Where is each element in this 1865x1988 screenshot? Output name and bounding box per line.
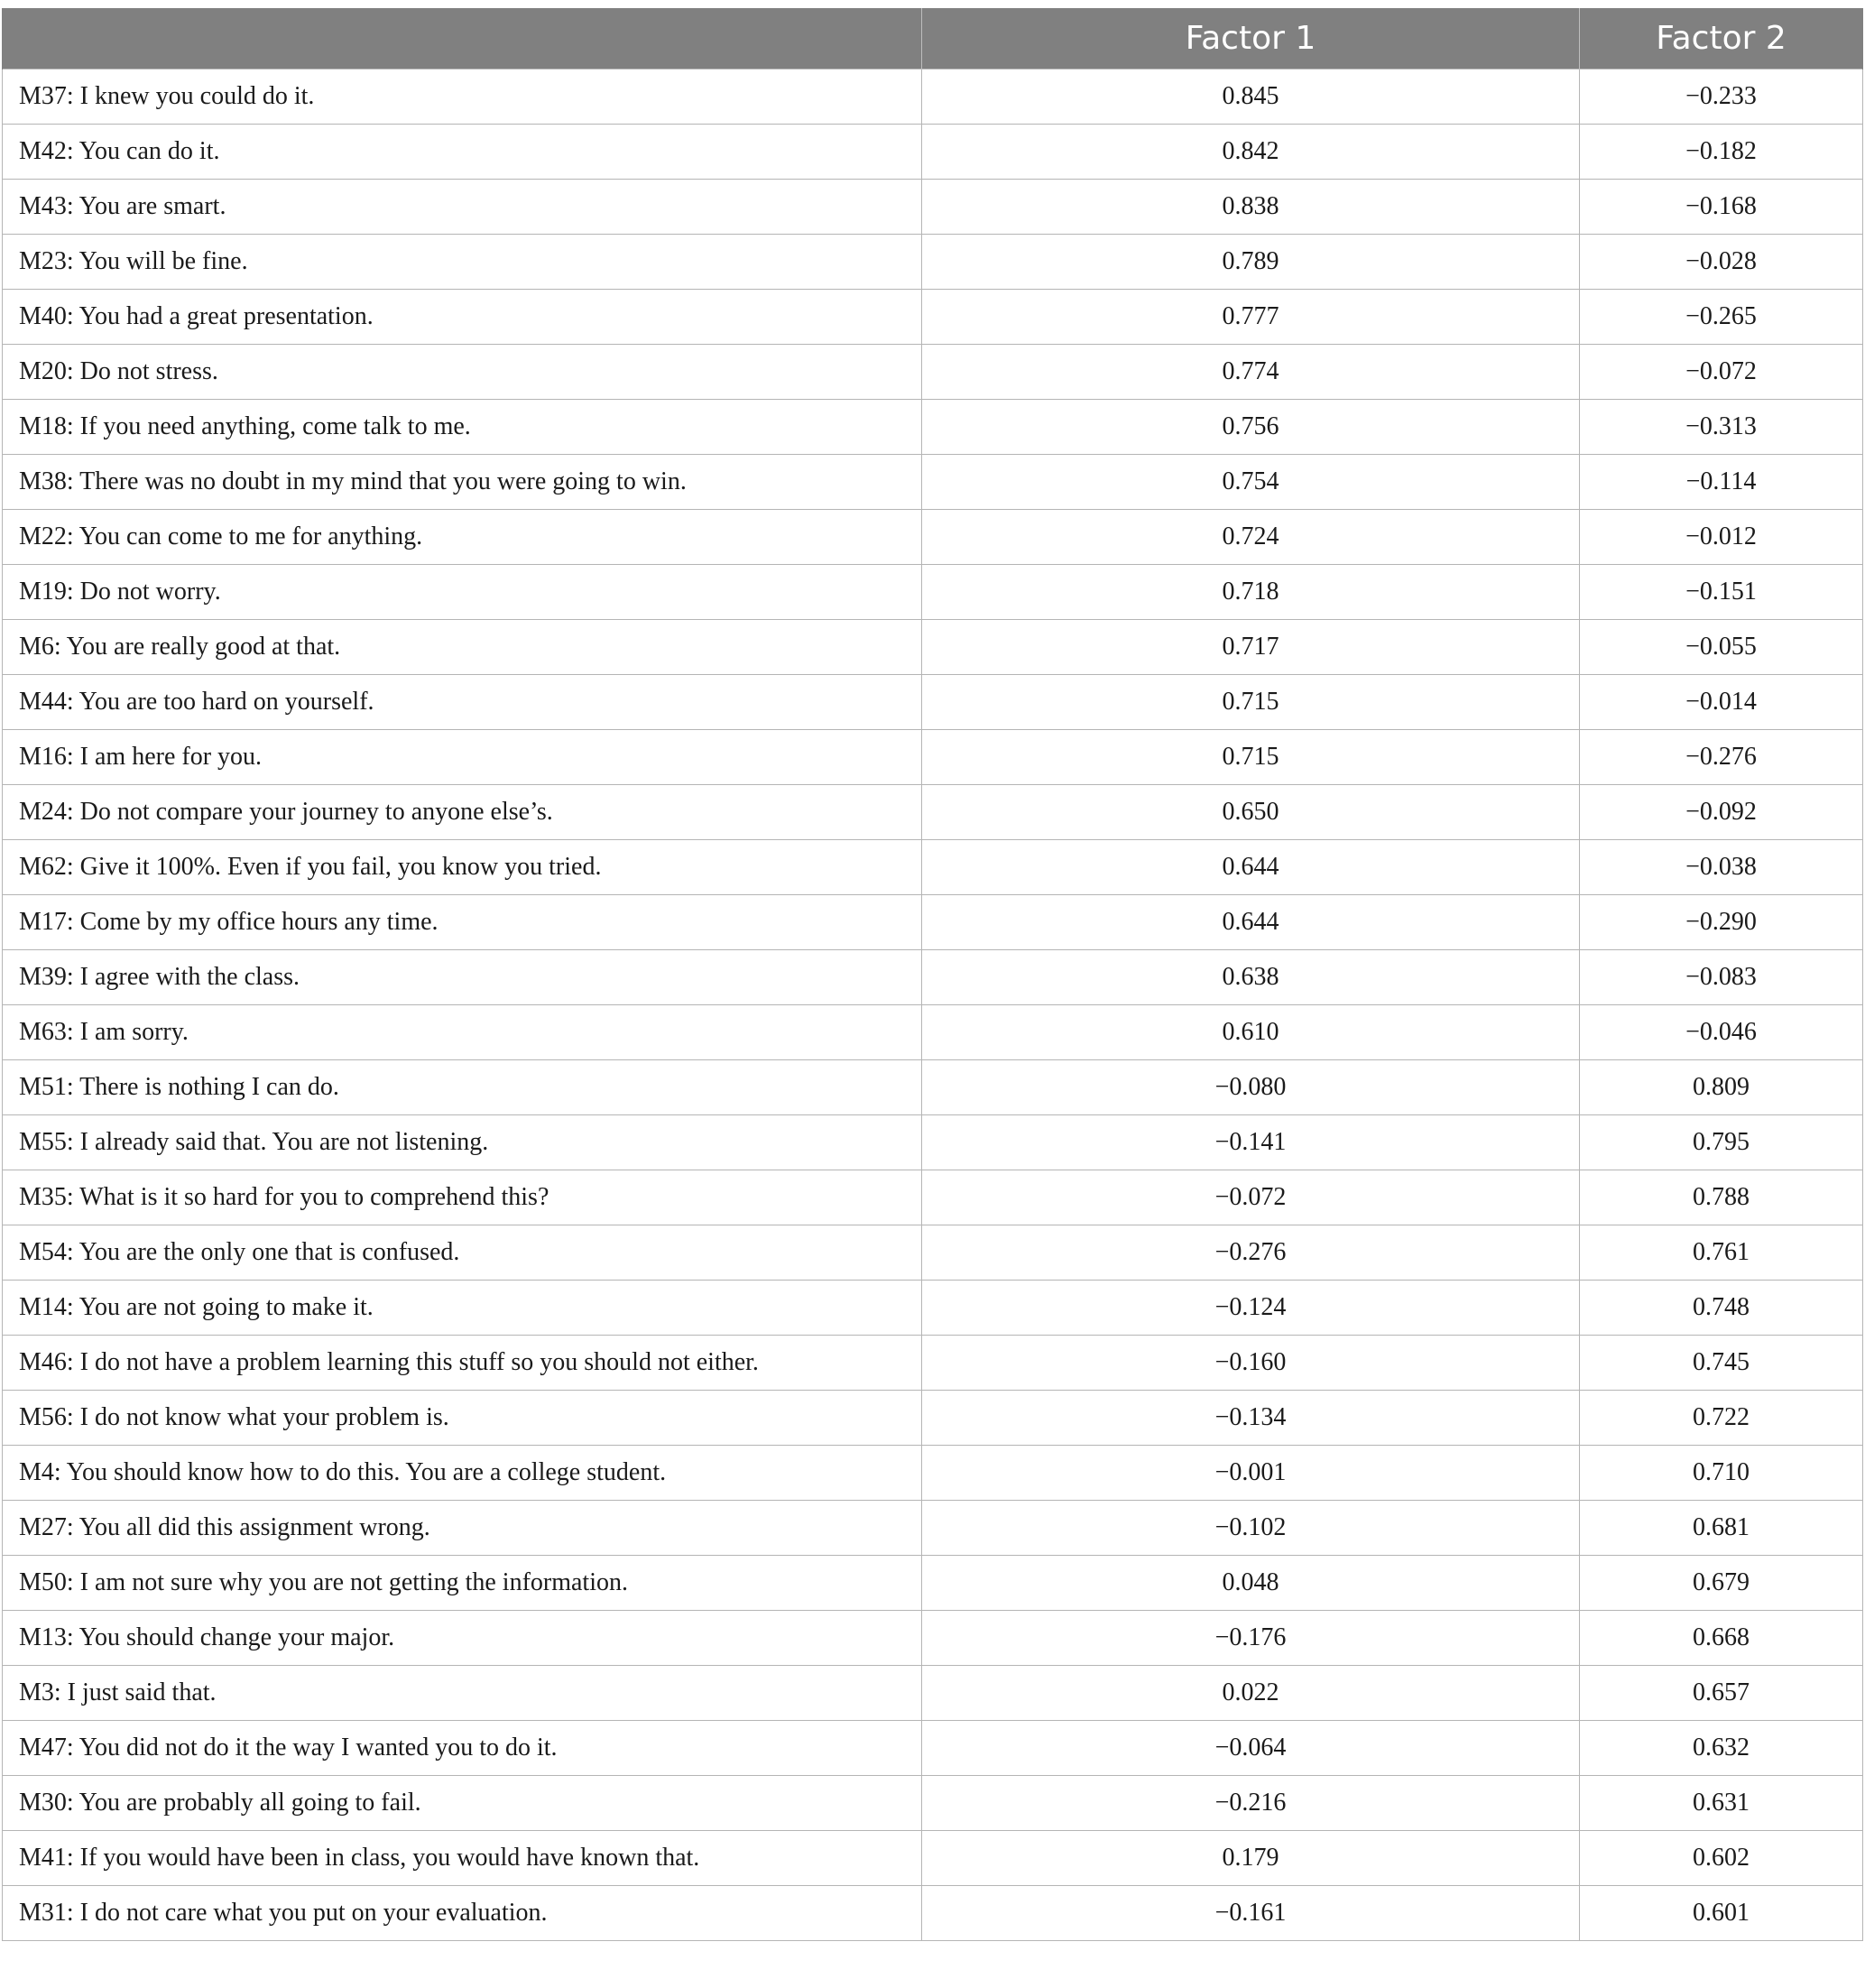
factor-1-loading: −0.176 (922, 1611, 1580, 1666)
item-statement: M22: You can come to me for anything. (3, 510, 922, 565)
table-row (3, 1115, 1863, 1170)
item-statement: M3: I just said that. (3, 1666, 922, 1721)
factor-2-loading: −0.276 (1580, 730, 1863, 785)
factor-1-loading: 0.022 (922, 1666, 1580, 1721)
factor-2-loading: 0.745 (1580, 1336, 1863, 1391)
factor-1-loading: 0.048 (922, 1556, 1580, 1611)
table-row (3, 1281, 1863, 1336)
factor-1-loading: 0.644 (922, 840, 1580, 895)
factor-1-loading: −0.080 (922, 1060, 1580, 1115)
table-row (3, 895, 1863, 950)
table-row (3, 1060, 1863, 1115)
factor-1-loading: 0.715 (922, 730, 1580, 785)
factor-1-loading: 0.756 (922, 400, 1580, 455)
factor-2-loading: −0.092 (1580, 785, 1863, 840)
item-statement: M41: If you would have been in class, you would have known that. (3, 1831, 922, 1886)
factor-1-loading: −0.134 (922, 1391, 1580, 1446)
item-statement: M23: You will be fine. (3, 235, 922, 290)
factor-1-loading: −0.064 (922, 1721, 1580, 1776)
item-statement: M50: I am not sure why you are not getting the information. (3, 1556, 922, 1611)
factor-1-loading: −0.001 (922, 1446, 1580, 1501)
factor-2-loading: −0.083 (1580, 950, 1863, 1005)
table-row (3, 1721, 1863, 1776)
factor-1-loading: 0.644 (922, 895, 1580, 950)
factor-2-loading: 0.679 (1580, 1556, 1863, 1611)
item-statement: M38: There was no doubt in my mind that you were going to win. (3, 455, 922, 510)
table-row (3, 1776, 1863, 1831)
item-statement: M44: You are too hard on yourself. (3, 675, 922, 730)
item-statement: M13: You should change your major. (3, 1611, 922, 1666)
factor-1-loading: 0.842 (922, 125, 1580, 180)
factor-1-loading: −0.072 (922, 1170, 1580, 1225)
table-row (3, 1501, 1863, 1556)
factor-2-loading: 0.632 (1580, 1721, 1863, 1776)
factor-2-loading: 0.657 (1580, 1666, 1863, 1721)
table-row (3, 400, 1863, 455)
factor-2-loading: −0.233 (1580, 69, 1863, 125)
item-statement: M16: I am here for you. (3, 730, 922, 785)
table-row (3, 950, 1863, 1005)
item-statement: M56: I do not know what your problem is. (3, 1391, 922, 1446)
factor-1-loading: 0.789 (922, 235, 1580, 290)
factor-2-loading: −0.265 (1580, 290, 1863, 345)
item-statement: M46: I do not have a problem learning this stuff so you should not either. (3, 1336, 922, 1391)
factor-1-loading: 0.638 (922, 950, 1580, 1005)
table-row (3, 1886, 1863, 1941)
item-statement: M39: I agree with the class. (3, 950, 922, 1005)
item-statement: M14: You are not going to make it. (3, 1281, 922, 1336)
table-row (3, 730, 1863, 785)
table-row (3, 620, 1863, 675)
item-statement: M6: You are really good at that. (3, 620, 922, 675)
table-body (3, 69, 1863, 1941)
item-statement: M20: Do not stress. (3, 345, 922, 400)
factor-1-loading: 0.838 (922, 180, 1580, 235)
factor-1-loading: 0.724 (922, 510, 1580, 565)
factor-2-loading: −0.151 (1580, 565, 1863, 620)
factor-1-loading: −0.102 (922, 1501, 1580, 1556)
table-row (3, 455, 1863, 510)
factor-1-loading: 0.650 (922, 785, 1580, 840)
item-statement: M47: You did not do it the way I wanted you to do it. (3, 1721, 922, 1776)
factor-2-loading: 0.722 (1580, 1391, 1863, 1446)
header-row (3, 8, 1863, 69)
table-row (3, 675, 1863, 730)
factor-2-loading: 0.761 (1580, 1225, 1863, 1281)
table-row (3, 69, 1863, 125)
factor-1-loading: −0.161 (922, 1886, 1580, 1941)
table-row (3, 235, 1863, 290)
table-row (3, 345, 1863, 400)
factor-2-loading: 0.681 (1580, 1501, 1863, 1556)
item-statement: M55: I already said that. You are not listening. (3, 1115, 922, 1170)
item-statement: M30: You are probably all going to fail. (3, 1776, 922, 1831)
table-row (3, 1556, 1863, 1611)
factor-loadings-table (2, 8, 1863, 1941)
table-row (3, 1446, 1863, 1501)
item-statement: M31: I do not care what you put on your evaluation. (3, 1886, 922, 1941)
factor-2-loading: −0.046 (1580, 1005, 1863, 1060)
factor-2-loading: 0.795 (1580, 1115, 1863, 1170)
factor-2-loading: −0.072 (1580, 345, 1863, 400)
factor-1-loading: −0.276 (922, 1225, 1580, 1281)
factor-2-loading: −0.114 (1580, 455, 1863, 510)
factor-2-loading: −0.028 (1580, 235, 1863, 290)
item-statement: M54: You are the only one that is confused. (3, 1225, 922, 1281)
table-row (3, 180, 1863, 235)
factor-1-loading: 0.845 (922, 69, 1580, 125)
factor-2-loading: 0.601 (1580, 1886, 1863, 1941)
table-row (3, 510, 1863, 565)
item-statement: M4: You should know how to do this. You are a college student. (3, 1446, 922, 1501)
table-header (3, 8, 1863, 69)
factor-2-loading: −0.012 (1580, 510, 1863, 565)
factor-2-loading: −0.168 (1580, 180, 1863, 235)
factor-1-loading: 0.715 (922, 675, 1580, 730)
table-row (3, 1831, 1863, 1886)
item-statement: M18: If you need anything, come talk to me. (3, 400, 922, 455)
factor-2-loading: 0.602 (1580, 1831, 1863, 1886)
item-statement: M19: Do not worry. (3, 565, 922, 620)
table-row (3, 1005, 1863, 1060)
factor-1-loading: −0.124 (922, 1281, 1580, 1336)
table-row (3, 125, 1863, 180)
table-row (3, 785, 1863, 840)
item-statement: M37: I knew you could do it. (3, 69, 922, 125)
header-item (3, 8, 922, 69)
factor-2-loading: 0.668 (1580, 1611, 1863, 1666)
header-factor-1: Factor 1 (922, 8, 1580, 69)
factor-1-loading: 0.754 (922, 455, 1580, 510)
item-statement: M27: You all did this assignment wrong. (3, 1501, 922, 1556)
table-row (3, 840, 1863, 895)
factor-2-loading: −0.055 (1580, 620, 1863, 675)
item-statement: M43: You are smart. (3, 180, 922, 235)
table-row (3, 1611, 1863, 1666)
table-row (3, 1170, 1863, 1225)
factor-1-loading: −0.141 (922, 1115, 1580, 1170)
factor-loadings-table-container (2, 8, 1862, 1941)
factor-2-loading: 0.809 (1580, 1060, 1863, 1115)
factor-2-loading: 0.631 (1580, 1776, 1863, 1831)
factor-2-loading: −0.038 (1580, 840, 1863, 895)
factor-2-loading: 0.710 (1580, 1446, 1863, 1501)
factor-1-loading: −0.216 (922, 1776, 1580, 1831)
factor-2-loading: 0.788 (1580, 1170, 1863, 1225)
factor-2-loading: −0.014 (1580, 675, 1863, 730)
item-statement: M42: You can do it. (3, 125, 922, 180)
table-row (3, 290, 1863, 345)
factor-1-loading: −0.160 (922, 1336, 1580, 1391)
factor-1-loading: 0.179 (922, 1831, 1580, 1886)
table-row (3, 1336, 1863, 1391)
item-statement: M40: You had a great presentation. (3, 290, 922, 345)
factor-1-loading: 0.774 (922, 345, 1580, 400)
header-factor-2: Factor 2 (1580, 8, 1863, 69)
item-statement: M24: Do not compare your journey to anyone else’s. (3, 785, 922, 840)
table-row (3, 565, 1863, 620)
table-row (3, 1391, 1863, 1446)
factor-1-loading: 0.777 (922, 290, 1580, 345)
item-statement: M35: What is it so hard for you to comprehend this? (3, 1170, 922, 1225)
factor-2-loading: −0.313 (1580, 400, 1863, 455)
item-statement: M62: Give it 100%. Even if you fail, you know you tried. (3, 840, 922, 895)
factor-1-loading: 0.610 (922, 1005, 1580, 1060)
factor-2-loading: −0.182 (1580, 125, 1863, 180)
table-row (3, 1225, 1863, 1281)
factor-2-loading: 0.748 (1580, 1281, 1863, 1336)
factor-2-loading: −0.290 (1580, 895, 1863, 950)
item-statement: M51: There is nothing I can do. (3, 1060, 922, 1115)
table-row (3, 1666, 1863, 1721)
item-statement: M17: Come by my office hours any time. (3, 895, 922, 950)
item-statement: M63: I am sorry. (3, 1005, 922, 1060)
factor-1-loading: 0.717 (922, 620, 1580, 675)
factor-1-loading: 0.718 (922, 565, 1580, 620)
